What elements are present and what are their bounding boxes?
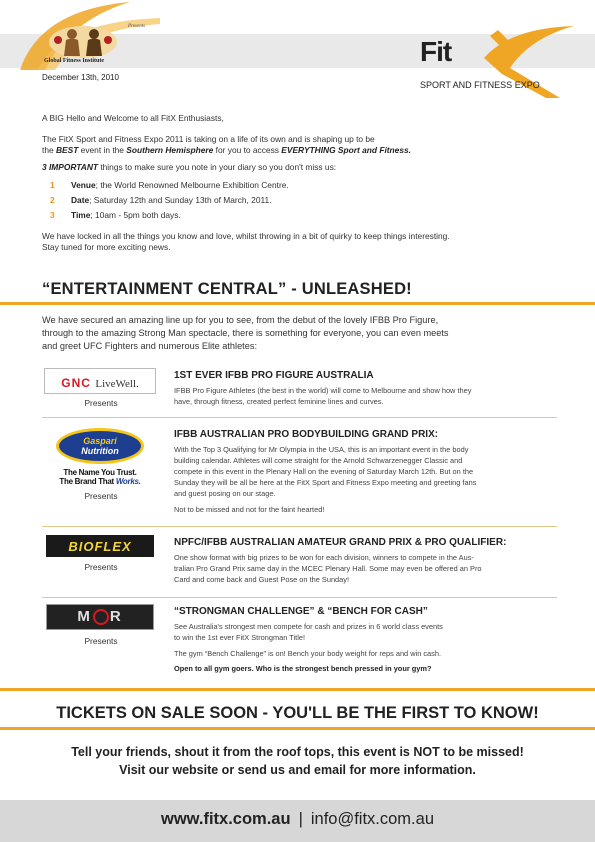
list-item-venue: Venue; the World Renowned Melbourne Exhibition Centre. bbox=[71, 180, 289, 190]
section-text: See Australia's strongest men compete for cash and prizes in 6 world class events bbox=[174, 622, 443, 631]
gaspari-logo: Gaspari Nutrition bbox=[56, 428, 144, 464]
bioflex-logo: BIOFLEX bbox=[46, 535, 154, 557]
section-text: compete in this event in the Plenary Hall on the evening of Saturday March 12th. But on the bbox=[174, 467, 474, 476]
footer-contact bbox=[0, 810, 595, 829]
intro-line-1: The FitX Sport and Fitness Expo 2011 is taking on a life of its own and is shaping up to be bbox=[42, 134, 375, 144]
intro-closing-1: We have locked in all the things you know and love, whilst throwing in a bit of quirky to keep things interesting. bbox=[42, 231, 450, 241]
entertainment-line-2: through to the amazing Strong Man spectacle, there is something for everyone, you can even meets bbox=[42, 328, 449, 338]
gaspari-tagline: The Name You Trust. The Brand That Works. bbox=[59, 468, 141, 486]
section-title: NPFC/IFBB AUSTRALIAN AMATEUR GRAND PRIX & PRO QUALIFIER: bbox=[174, 537, 507, 548]
section-divider bbox=[42, 417, 557, 418]
strongman-logo: M R bbox=[46, 604, 154, 630]
orange-divider bbox=[0, 302, 595, 305]
presents-label: Presents bbox=[128, 24, 146, 29]
presents-label: Presents bbox=[84, 636, 118, 646]
section-text: building calendar. Athletes will come straight for the Arnold Schwarzenegger Classic and bbox=[174, 456, 463, 465]
intro-closing-2: Stay tuned for more exciting news. bbox=[42, 242, 171, 252]
section-bold-text: Open to all gym goers. Who is the strongest bench pressed in your gym? bbox=[174, 664, 432, 673]
brand-subtitle: SPORT AND FITNESS EXPO bbox=[420, 80, 540, 90]
website-link[interactable]: www.fitx.com.au bbox=[160, 810, 291, 828]
section-title: “STRONGMAN CHALLENGE” & “BENCH FOR CASH” bbox=[174, 606, 428, 617]
entertainment-heading: “ENTERTAINMENT CENTRAL” - UNLEASHED! bbox=[42, 280, 412, 298]
section-divider bbox=[42, 526, 557, 527]
presents-label: Presents bbox=[84, 491, 118, 501]
list-number: 3 bbox=[50, 210, 55, 220]
section-text: and guest posing on our stage. bbox=[174, 489, 276, 498]
letter-date: December 13th, 2010 bbox=[42, 73, 119, 82]
section-text: Card and come back and Guest Pose on the Sunday! bbox=[174, 575, 350, 584]
important-line: 3 IMPORTANT things to make sure you note in your diary so you don't miss us: bbox=[42, 162, 337, 172]
brand-wordmark: Fit bbox=[420, 36, 452, 67]
section-text: IFBB Pro Figure Athletes (the best in the world) will come to Melbourne and show how they bbox=[174, 386, 472, 395]
section-divider bbox=[42, 597, 557, 598]
section-text: With the Top 3 Qualifying for Mr Olympia in the USA, this is an important event in the body bbox=[174, 445, 469, 454]
cta-line-2: Visit our website or send us and email for more information. bbox=[119, 763, 476, 777]
section-title: 1ST EVER IFBB PRO FIGURE AUSTRALIA bbox=[174, 370, 374, 381]
section-text: Sunday they will be all be here at the FitX Sport and Fitness Expo meeting and greeting fans bbox=[174, 478, 477, 487]
entertainment-line-1: We have secured an amazing line up for you to see, from the debut of the lovely IFBB Pro Figure, bbox=[42, 315, 439, 325]
strongman-logo-ring bbox=[93, 609, 109, 625]
section-text: The gym “Bench Challenge” is on! Bench your body weight for reps and win cash. bbox=[174, 649, 442, 658]
list-item-time: Time; 10am - 5pm both days. bbox=[71, 210, 181, 220]
greeting: A BIG Hello and Welcome to all FitX Enthusiasts, bbox=[42, 113, 224, 123]
list-number: 2 bbox=[50, 195, 55, 205]
gnc-logo: GNC LiveWell. bbox=[44, 368, 156, 394]
email-link[interactable]: info@fitx.com.au bbox=[310, 810, 434, 828]
gfi-name: Global Fitness Institute bbox=[44, 58, 105, 64]
intro-line-2: the BEST event in the Southern Hemisphere for you to access EVERYTHING Sport and Fitness. bbox=[42, 145, 411, 155]
section-text: to win the 1st ever FitX Strongman Title! bbox=[174, 633, 306, 642]
list-number: 1 bbox=[50, 180, 55, 190]
list-item-date: Date; Saturday 12th and Sunday 13th of March, 2011. bbox=[71, 195, 272, 205]
orange-divider bbox=[0, 727, 595, 730]
footer-divider: | bbox=[298, 810, 303, 828]
tickets-heading: TICKETS ON SALE SOON - YOU'LL BE THE FIRST TO KNOW! bbox=[56, 704, 539, 722]
entertainment-line-3: and greet UFC Fighters and numerous Elite athletes: bbox=[42, 341, 257, 351]
presents-label: Presents bbox=[84, 562, 118, 572]
section-title: IFBB AUSTRALIAN PRO BODYBUILDING GRAND PRIX: bbox=[174, 429, 439, 440]
section-text: have, through fitness, created perfect feminine lines and curves. bbox=[174, 397, 384, 406]
cta-line-1: Tell your friends, shout it from the roof tops, this event is NOT to be missed! bbox=[71, 745, 524, 759]
section-note: Not to be missed and not for the faint hearted! bbox=[174, 505, 325, 514]
presents-label: Presents bbox=[84, 398, 118, 408]
section-text: tralian Pro Grand Prix same day in the MCEC Plenary Hall. Some may even be offered an Pro bbox=[174, 564, 482, 573]
orange-divider bbox=[0, 688, 595, 691]
section-text: One show format with big prizes to be won for each division, winners to compete in the Aus- bbox=[174, 553, 474, 562]
gfi-boxers-logo bbox=[42, 22, 124, 60]
